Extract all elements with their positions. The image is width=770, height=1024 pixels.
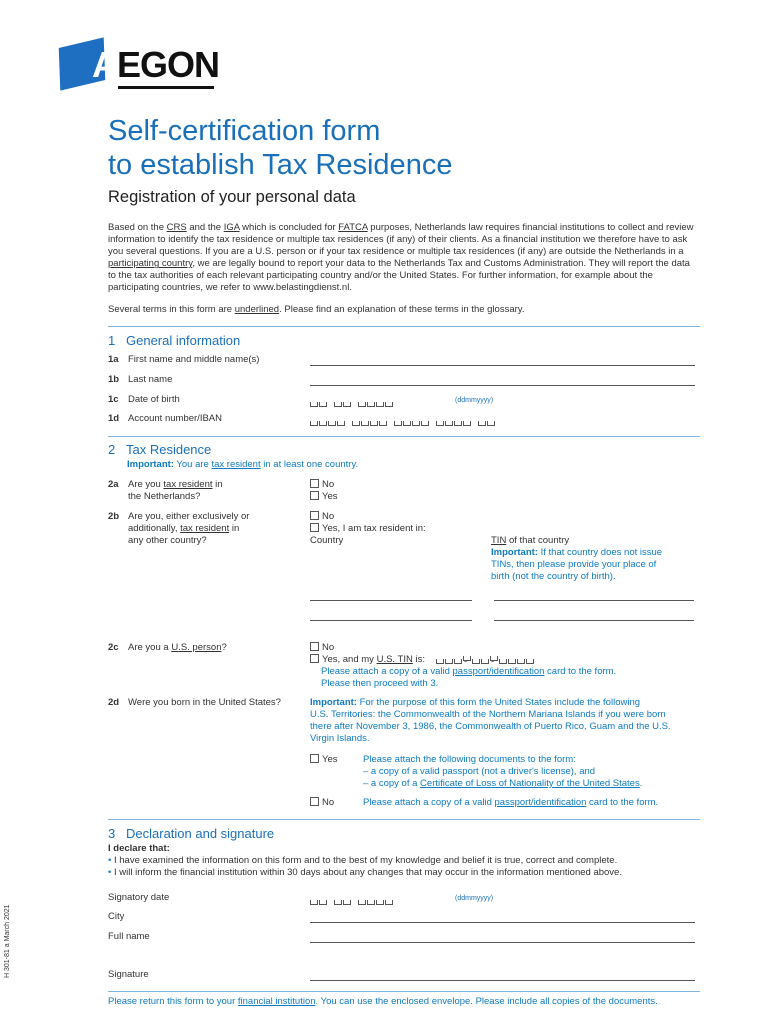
country-field-1[interactable] <box>310 600 472 601</box>
iban-field[interactable] <box>310 418 496 427</box>
label-2a: 2a Are you tax resident in the Netherlands? <box>108 479 223 502</box>
country-column-label: Country <box>310 535 344 546</box>
page-title: Self-certification form to establish Tax Residence <box>108 115 453 181</box>
tin-note: Important: If that country does not issue TINs, then please provide your place of birth (not the country of birth). <box>491 547 663 582</box>
form-code: H 301-81 a March 2021 <box>4 904 11 978</box>
label-iban: 1d Account number/IBAN <box>108 413 222 424</box>
tin-field-1[interactable] <box>494 600 694 601</box>
label-city: City <box>108 911 125 922</box>
option-2a-yes[interactable]: Yes <box>310 491 338 503</box>
date-format-hint: (ddmmyyyy) <box>455 895 494 902</box>
declaration-bullet-1: • I have examined the information on this form and to the best of my knowledge and belief it is true, correct and complete. <box>108 855 618 866</box>
option-2d-yes[interactable]: Yes <box>310 754 338 766</box>
tin-field-2[interactable] <box>494 620 694 621</box>
tin-column-label: TIN of that country <box>491 535 570 546</box>
section-2-title: 2 Tax Residence <box>108 442 212 457</box>
signatory-date-field[interactable] <box>310 897 394 906</box>
date-format-hint: (ddmmyyyy) <box>455 397 494 404</box>
label-full-name: Full name <box>108 931 150 942</box>
label-2b: 2b Are you, either exclusively or additionally, tax resident in any other country? <box>108 511 250 546</box>
divider <box>108 819 700 820</box>
first-name-field[interactable] <box>310 365 695 366</box>
label-signature: Signature <box>108 969 149 980</box>
yes-documents-note: Please attach the following documents to the form: – a copy of a valid passport (not a driver's license), and – a copy of a Certificate of Loss of Nationality of the United States. <box>363 754 643 789</box>
page-subtitle: Registration of your personal data <box>108 188 356 206</box>
date-of-birth-field[interactable] <box>310 399 394 408</box>
option-2d-no[interactable]: No <box>310 797 334 809</box>
label-2d: 2d Were you born in the United States? <box>108 697 281 708</box>
aegon-logo: AEGON <box>60 38 220 90</box>
intro-text: Based on the CRS and the IGA which is concluded for FATCA purposes, Netherlands law requires financial institutions to collect and review information to identify the tax residence or multiple tax residences (if any) of their clients. As a financial institution we therefore have to ask you several questions. If you are a U.S. person or if your tax residence or multiple tax residences (if any) are outside the Netherlands in a participating country, we are legally bound to report your data to the Netherlands Tax and Customs Administration. They will report the data to the tax authorities of each relevant participating country and/or the United States. For further information, for example about the participating countries, we refer to www.belastingdienst.nl. <box>108 222 694 294</box>
city-field[interactable] <box>310 922 695 923</box>
no-documents-note: Please attach a copy of a valid passport/identification card to the form. <box>363 797 659 808</box>
section-3-title: 3 Declaration and signature <box>108 826 275 841</box>
full-name-field[interactable] <box>310 942 695 943</box>
signature-field[interactable] <box>310 980 695 981</box>
fatca-link[interactable]: FATCA <box>338 222 368 233</box>
declaration-bullet-2: • I will inform the financial institution within 30 days about any changes that may occur in the information mentioned above. <box>108 867 622 878</box>
option-2a-no[interactable]: No <box>310 479 334 491</box>
country-field-2[interactable] <box>310 620 472 621</box>
divider <box>108 326 700 327</box>
last-name-field[interactable] <box>310 385 695 386</box>
option-2b-no[interactable]: No <box>310 511 334 523</box>
label-signatory-date: Signatory date <box>108 892 170 903</box>
section-1-title: 1 General information <box>108 333 241 348</box>
label-first-name: 1a First name and middle name(s) <box>108 354 260 365</box>
declare-heading: I declare that: <box>108 843 170 854</box>
us-tin-field[interactable]: - - <box>436 656 535 665</box>
option-2c-yes[interactable]: Yes, and my U.S. TIN is: <box>310 654 425 666</box>
option-2c-no[interactable]: No <box>310 642 334 654</box>
label-date-of-birth: 1c Date of birth <box>108 394 180 405</box>
glossary-note: Several terms in this form are underlined. Please find an explanation of these terms in the glossary. <box>108 304 525 315</box>
divider <box>108 436 700 437</box>
option-2b-yes[interactable]: Yes, I am tax resident in: <box>310 523 426 535</box>
footer-note: Please return this form to your financial institution. You can use the enclosed envelope. Please include all copies of the documents. <box>108 996 658 1007</box>
iga-link[interactable]: IGA <box>223 222 240 233</box>
financial-institution-link[interactable]: financial institution <box>237 996 316 1007</box>
label-2c: 2c Are you a U.S. person? <box>108 642 227 653</box>
us-territories-note: Important: For the purpose of this form the United States include the following U.S. Territories: the Commonwealth of the Northern Mariana Islands if you were born there after November 3, 1986, the Commonwealth of Puerto Rico, Guam and the U.S. Virgin Islands. <box>310 697 671 744</box>
participating-country-link[interactable]: participating country <box>108 258 193 270</box>
label-last-name: 1b Last name <box>108 374 173 385</box>
divider <box>108 991 700 992</box>
tax-resident-note: Important: You are tax resident in at least one country. <box>127 459 359 470</box>
attach-passport-note: Please attach a copy of a valid passport/identification card to the form. Please then proceed with 3. <box>321 666 617 689</box>
crs-link[interactable]: CRS <box>166 222 187 233</box>
